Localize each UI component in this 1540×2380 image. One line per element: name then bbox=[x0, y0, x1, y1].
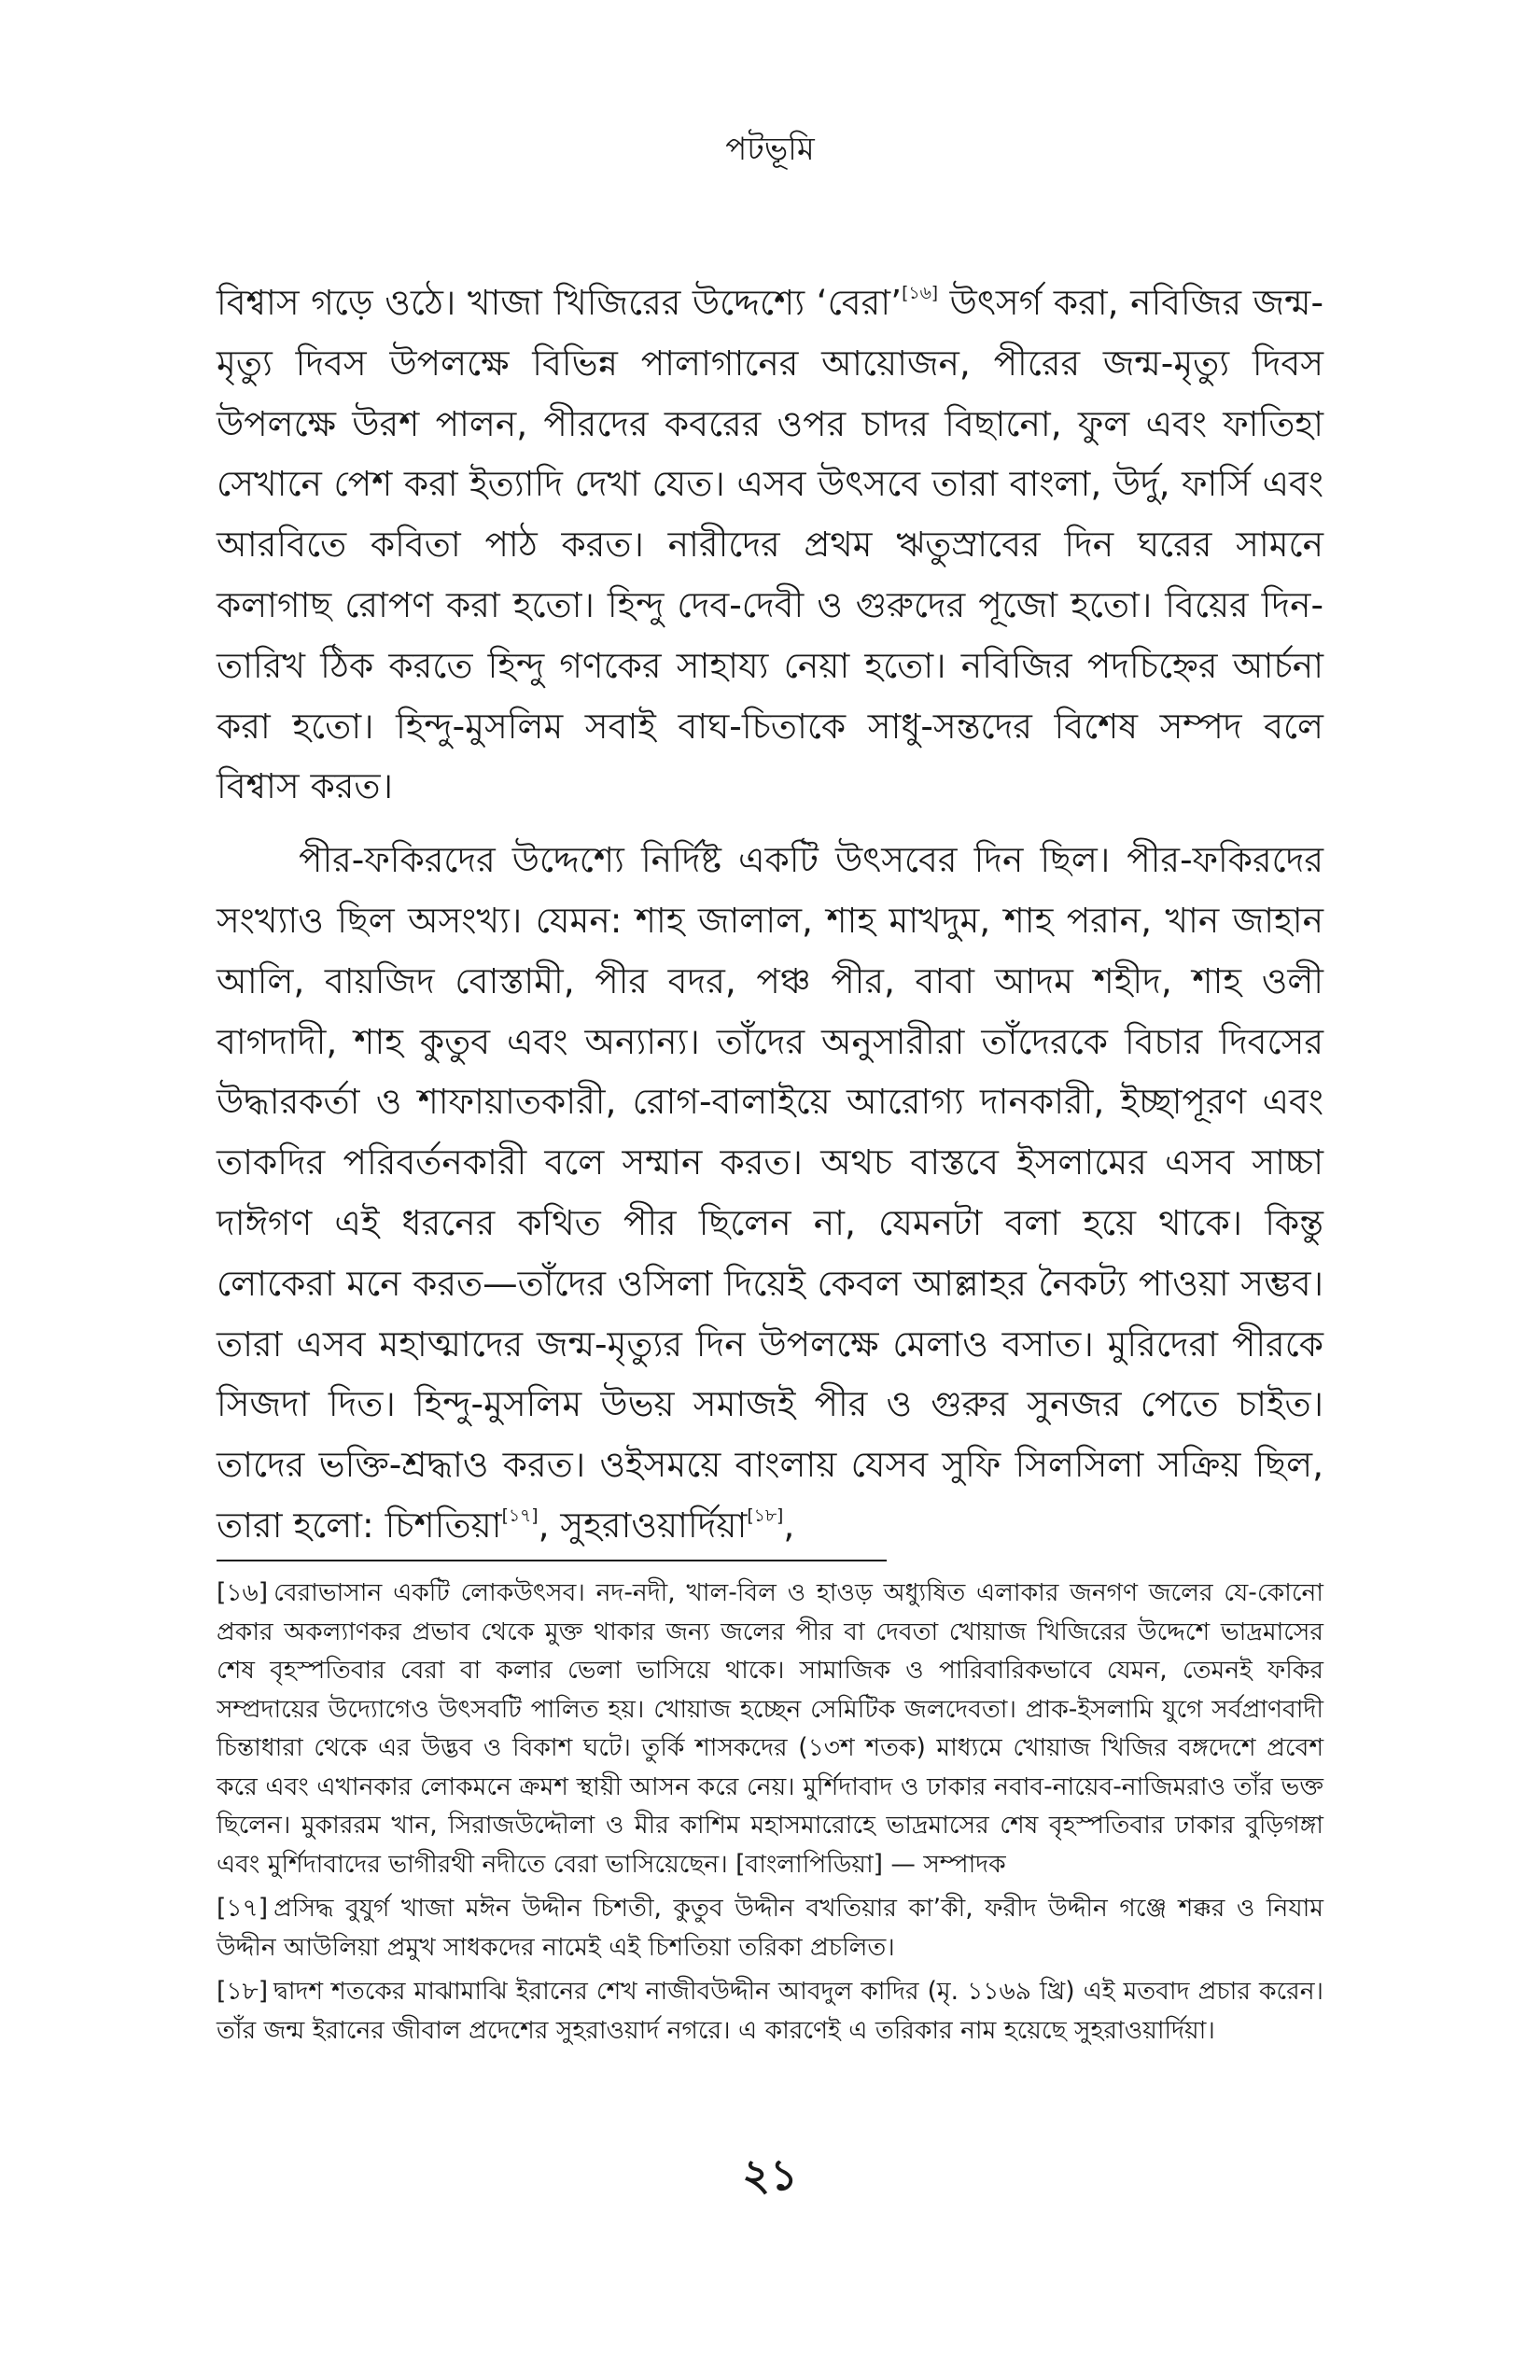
main-text bbox=[217, 273, 1323, 1556]
footnote-ref-17[interactable]: [১৭] bbox=[501, 1506, 539, 1527]
footnote-ref-16[interactable]: [১৬] bbox=[902, 284, 939, 304]
text-run: বিশ্বাস গড়ে ওঠে। খাজা খিজিরের উদ্দেশ্যে ‘বেরা’ bbox=[217, 282, 903, 323]
text-run: উৎসর্গ করা, নবিজির জন্ম-মৃত্যু দিবস উপলক্ষে বিভিন্ন পালাগানের আয়োজন, পীরের জন্ম-মৃত্যু দিবস উপলক্ষে উরশ পালন, পীরদের কবরের ওপর চাদর বিছানো, ফুল এবং ফাতিহা সেখানে পেশ করা ইত্যাদি দেখা যেত। এসব উৎসবে তারা বাংলা, উর্দু, ফার্সি এবং আরবিতে কবিতা পাঠ করত। নারীদের প্রথম ঋতুস্রাবের দিন ঘরের সামনে কলাগাছ রোপণ করা হতো। হিন্দু দেব-দেবী ও গুরুদের পূজো হতো। বিয়ের দিন-তারিখ ঠিক করতে হিন্দু গণকের সাহায্য নেয়া হতো। নবিজির পদচিহ্নের আর্চনা করা হতো। হিন্দু-মুসলিম সবাই বাঘ-চিতাকে সাধু-সন্তদের বিশেষ সম্পদ বলে বিশ্বাস করত। bbox=[217, 282, 1323, 807]
text-run: , bbox=[783, 1504, 795, 1546]
footnote-text: দ্বাদশ শতকের মাঝামাঝি ইরানের শেখ নাজীবউদ্দীন আবদুল কাদির (মৃ. ১১৬৯ খ্রি) এই মতবাদ প্রচার করেন। তাঁর জন্ম ইরানের জীবাল প্রদেশের সুহরাওয়ার্দ নগরে। এ কারণেই এ তরিকার নাম হয়েছে সুহরাওয়ার্দিয়া। bbox=[217, 1977, 1323, 2045]
footnote-text: বেরাভাসান একটি লোকউৎসব। নদ-নদী, খাল-বিল ও হাওড় অধ্যুষিত এলাকার জনগণ জলের যে-কোনো প্রকার অকল্যাণকর প্রভাব থেকে মুক্ত থাকার জন্য জলের পীর বা দেবতা খোয়াজ খিজিরের উদ্দেশে ভাদ্রমাসের শেষ বৃহস্পতিবার বেরা বা কলার ভেলা ভাসিয়ে থাকে। সামাজিক ও পারিবারিকভাবে যেমন, তেমনই ফকির সম্প্রদায়ের উদ্যোগেও উৎসবটি পালিত হয়। খোয়াজ হচ্ছেন সেমিটিক জলদেবতা। প্রাক-ইসলামি যুগে সর্বপ্রাণবাদী চিন্তাধারা থেকে এর উদ্ভব ও বিকাশ ঘটে। তুর্কি শাসকদের (১৩শ শতক) মাধ্যমে খোয়াজ খিজির বঙ্গদেশে প্রবেশ করে এবং এখানকার লোকমনে ক্রমশ স্থায়ী আসন করে নেয়। মুর্শিদাবাদ ও ঢাকার নবাব-নায়েব-নাজিমরাও তাঁর ভক্ত ছিলেন। মুকাররম খান, সিরাজউদ্দৌলা ও মীর কাশিম মহাসমারোহে ভাদ্রমাসের শেষ বৃহস্পতিবার ঢাকার বুড়িগঙ্গা এবং মুর্শিদাবাদের ভাগীরথী নদীতে বেরা ভাসিয়েছেন। [বাংলাপিডিয়া] — সম্পাদক bbox=[217, 1578, 1323, 1879]
footnote-17 bbox=[217, 1889, 1323, 1967]
paragraph-1 bbox=[217, 273, 1323, 817]
footnote-18 bbox=[217, 1972, 1323, 2050]
footnote-number: [১৭] bbox=[217, 1894, 269, 1923]
footnote-number: [১৬] bbox=[217, 1578, 269, 1607]
footnote-number: [১৮] bbox=[217, 1977, 269, 2006]
paragraph-2 bbox=[217, 830, 1323, 1556]
footnote-16 bbox=[217, 1574, 1323, 1883]
footnote-text: প্রসিদ্ধ বুযুর্গ খাজা মঈন উদ্দীন চিশতী, কুতুব উদ্দীন বখতিয়ার কা’কী, ফরীদ উদ্দীন গঞ্জে শক্কর ও নিযাম উদ্দীন আউলিয়া প্রমুখ সাধকদের নামেই এই চিশতিয়া তরিকা প্রচলিত। bbox=[217, 1894, 1323, 1962]
footnote-divider bbox=[217, 1560, 887, 1561]
text-run: পীর-ফকিরদের উদ্দেশ্যে নির্দিষ্ট একটি উৎসবের দিন ছিল। পীর-ফকিরদের সংখ্যাও ছিল অসংখ্য। যেমন: শাহ জালাল, শাহ মাখদুম, শাহ পরান, খান জাহান আলি, বায়জিদ বোস্তামী, পীর বদর, পঞ্চ পীর, বাবা আদম শহীদ, শাহ ওলী বাগদাদী, শাহ কুতুব এবং অন্যান্য। তাঁদের অনুসারীরা তাঁদেরকে বিচার দিবসের উদ্ধারকর্তা ও শাফায়াতকারী, রোগ-বালাইয়ে আরোগ্য দানকারী, ইচ্ছাপূরণ এবং তাকদির পরিবর্তনকারী বলে সম্মান করত। অথচ বাস্তবে ইসলামের এসব সাচ্চা দাঈগণ এই ধরনের কথিত পীর ছিলেন না, যেমনটা বলা হয়ে থাকে। কিন্তু লোকেরা মনে করত—তাঁদের ওসিলা দিয়েই কেবল আল্লাহর নৈকট্য পাওয়া সম্ভব। তারা এসব মহাত্মাদের জন্ম-মৃত্যুর দিন উপলক্ষে মেলাও বসাত। মুরিদেরা পীরকে সিজদা দিত। হিন্দু-মুসলিম উভয় সমাজই পীর ও গুরুর সুনজর পেতে চাইত। তাদের ভক্তি-শ্রদ্ধাও করত। ওইসময়ে বাংলায় যেসব সুফি সিলসিলা সক্রিয় ছিল, তারা হলো: চিশতিয়া bbox=[217, 839, 1323, 1546]
footnote-ref-18[interactable]: [১৮] bbox=[747, 1506, 784, 1527]
text-run: , সুহরাওয়ার্দিয়া bbox=[538, 1504, 748, 1546]
running-head: পটভূমি bbox=[725, 131, 815, 168]
page-number: ২১ bbox=[742, 2149, 798, 2200]
footnotes bbox=[217, 1574, 1323, 2055]
